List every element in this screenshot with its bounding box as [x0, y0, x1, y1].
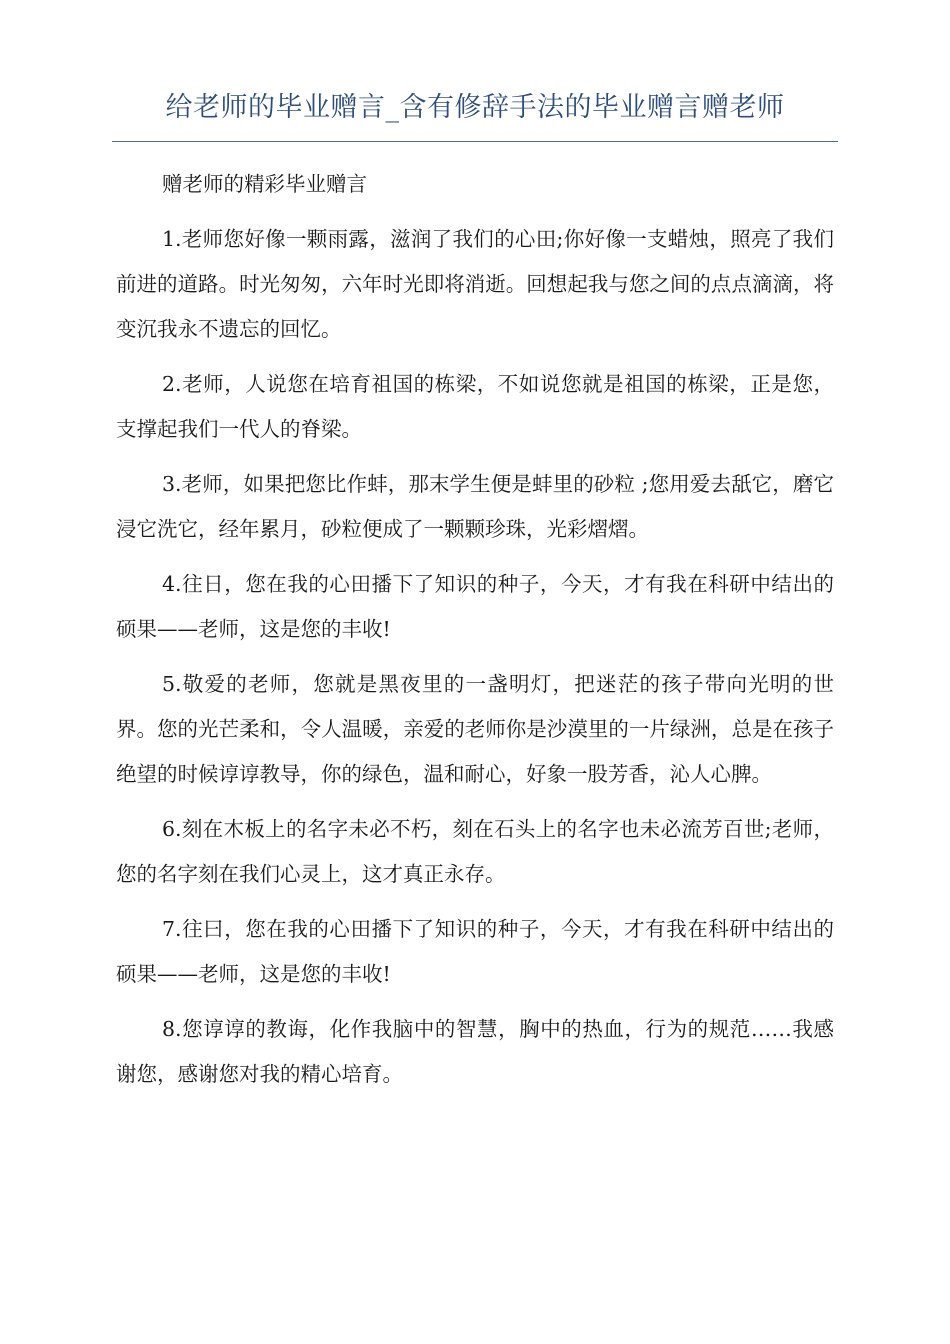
paragraph-2: 2.老师，人说您在培育祖国的栋梁，不如说您就是祖国的栋梁，正是您，支撑起我们一代人的脊梁。	[116, 372, 834, 441]
section-heading: 赠老师的精彩毕业赠言	[162, 172, 367, 196]
paragraph-4: 4.往日，您在我的心田播下了知识的种子，今天，才有我在科研中结出的硕果——老师，这是您的丰收!	[116, 572, 834, 641]
paragraph-6: 6.刻在木板上的名字未必不朽，刻在石头上的名字也未必流芳百世;老师，您的名字刻在我们心灵上，这才真正永存。	[116, 817, 834, 886]
paragraph-1: 1.老师您好像一颗雨露，滋润了我们的心田;你好像一支蜡烛，照亮了我们前进的道路。时光匆匆，六年时光即将消逝。回想起我与您之间的点点滴滴，将变沉我永不遗忘的回忆。	[116, 227, 834, 341]
paragraph-8: 8.您谆谆的教诲，化作我脑中的智慧，胸中的热血，行为的规范……我感谢您，感谢您对我的精心培育。	[116, 1017, 834, 1086]
paragraph-7: 7.往曰，您在我的心田播下了知识的种子，今天，才有我在科研中结出的硕果——老师，这是您的丰收!	[116, 917, 834, 986]
document-body	[116, 162, 834, 1107]
paragraph-5: 5.敬爱的老师，您就是黑夜里的一盏明灯，把迷茫的孩子带向光明的世界。您的光芒柔和，令人温暖，亲爱的老师你是沙漠里的一片绿洲，总是在孩子绝望的时候谆谆教导，你的绿色，温和耐心，好象一股芳香，沁人心脾。	[116, 672, 834, 786]
paragraph-3: 3.老师，如果把您比作蚌，那末学生便是蚌里的砂粒 ;您用爱去舐它，磨它浸它洗它，经年累月，砂粒便成了一颗颗珍珠，光彩熠熠。	[116, 472, 834, 541]
title-divider	[112, 141, 838, 142]
page-title: 给老师的毕业赠言_含有修辞手法的毕业赠言赠老师	[165, 92, 785, 123]
